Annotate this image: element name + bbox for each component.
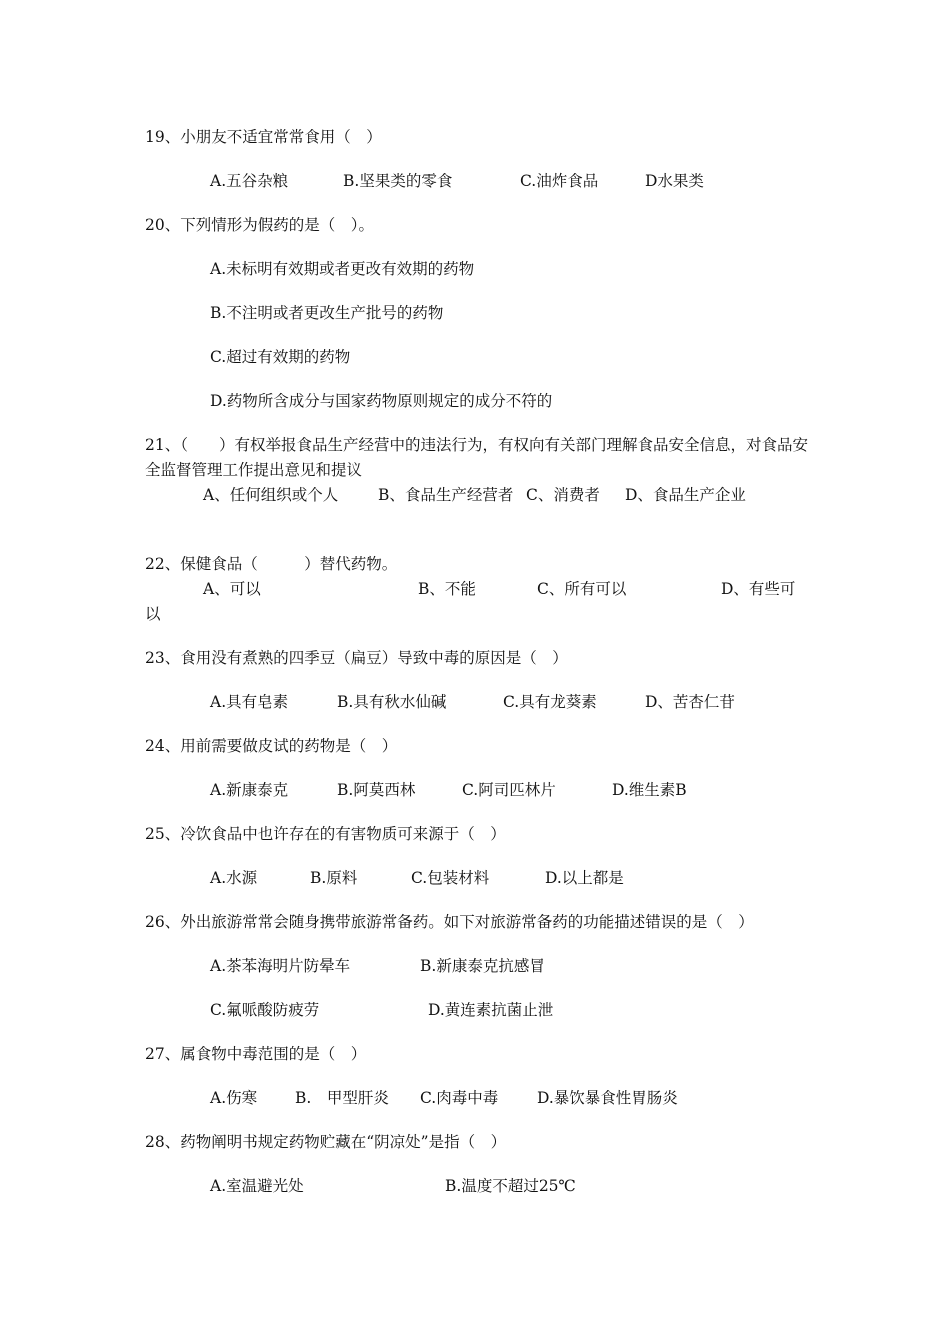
question-19-option-b: B.坚果类的零食: [343, 172, 453, 190]
question-20-option-a: A.未标明有效期或者更改有效期的药物: [210, 260, 475, 278]
question-22-option-d: D、有些可: [721, 580, 796, 598]
question-27-option-a: A.伤寒: [210, 1089, 258, 1107]
question-26-stem: 26、外出旅游常常会随身携带旅游常备药。如下对旅游常备药的功能描述错误的是（ ）: [145, 913, 754, 931]
question-27-option-c: C.肉毒中毒: [420, 1089, 499, 1107]
question-24-option-b: B.阿莫西林: [337, 781, 416, 799]
question-23-option-d: D、苦杏仁苷: [645, 693, 735, 711]
question-23-option-a: A.具有皂素: [210, 693, 289, 711]
question-27-option-b: B. 甲型肝炎: [295, 1089, 389, 1107]
question-22-option-c: C、所有可以: [537, 580, 627, 598]
question-19-option-a: A.五谷杂粮: [210, 172, 289, 190]
question-24-stem: 24、用前需要做皮试的药物是（ ）: [145, 737, 398, 755]
question-26-option-b: B.新康泰克抗感冒: [420, 957, 545, 975]
question-21-option-a: A、任何组织或个人: [203, 486, 339, 504]
question-26-option-d: D.黄连素抗菌止泄: [428, 1001, 554, 1019]
question-22-option-d-continued: 以: [145, 605, 161, 623]
question-28-option-b: B.温度不超过25℃: [445, 1177, 576, 1195]
question-21-option-d: D、食品生产企业: [625, 486, 746, 504]
question-25-option-c: C.包装材料: [411, 869, 490, 887]
question-28-stem: 28、药物阐明书规定药物贮藏在“阴凉处”是指（ ）: [145, 1133, 507, 1151]
question-23-option-b: B.具有秋水仙碱: [337, 693, 447, 711]
question-22-option-a: A、可以: [203, 580, 261, 598]
question-27-stem: 27、属食物中毒范围的是（ ）: [145, 1045, 367, 1063]
question-27-option-d: D.暴饮暴食性胃肠炎: [537, 1089, 678, 1107]
question-25-option-b: B.原料: [310, 869, 358, 887]
question-23-option-c: C.具有龙葵素: [503, 693, 597, 711]
question-19-option-d: D水果类: [645, 172, 704, 190]
question-22-option-b: B、不能: [418, 580, 476, 598]
question-24-option-c: C.阿司匹林片: [462, 781, 556, 799]
question-25-stem: 25、冷饮食品中也许存在的有害物质可来源于（ ）: [145, 825, 506, 843]
question-21-option-c: C、消费者: [526, 486, 600, 504]
question-23-stem: 23、食用没有煮熟的四季豆（扁豆）导致中毒的原因是（ ）: [145, 649, 568, 667]
question-21-stem: 21、（ ）有权举报食品生产经营中的违法行为，有权向有关部门理解食品安全信息，对食品安全监督管理工作提出意见和提议: [145, 436, 808, 479]
question-20-option-b: B.不注明或者更改生产批号的药物: [210, 304, 444, 322]
question-20-stem: 20、下列情形为假药的是（ ）。: [145, 216, 374, 234]
question-20-option-c: C.超过有效期的药物: [210, 348, 351, 366]
question-28-option-a: A.室温避光处: [210, 1177, 304, 1195]
question-26-option-c: C.氟哌酸防疲劳: [210, 1001, 320, 1019]
question-24-option-d: D.维生素B: [612, 781, 687, 799]
question-25-option-d: D.以上都是: [545, 869, 624, 887]
question-26-option-a: A.茶苯海明片防晕车: [210, 957, 351, 975]
question-21-option-b: B、食品生产经营者: [378, 486, 514, 504]
question-24-option-a: A.新康泰克: [210, 781, 289, 799]
question-22-stem: 22、保健食品（ ）替代药物。: [145, 555, 398, 573]
question-19-option-c: C.油炸食品: [520, 172, 599, 190]
question-25-option-a: A.水源: [210, 869, 258, 887]
question-20-option-d: D.药物所含成分与国家药物原则规定的成分不符的: [210, 392, 553, 410]
question-19-stem: 19、小朋友不适宜常常食用（ ）: [145, 128, 382, 146]
